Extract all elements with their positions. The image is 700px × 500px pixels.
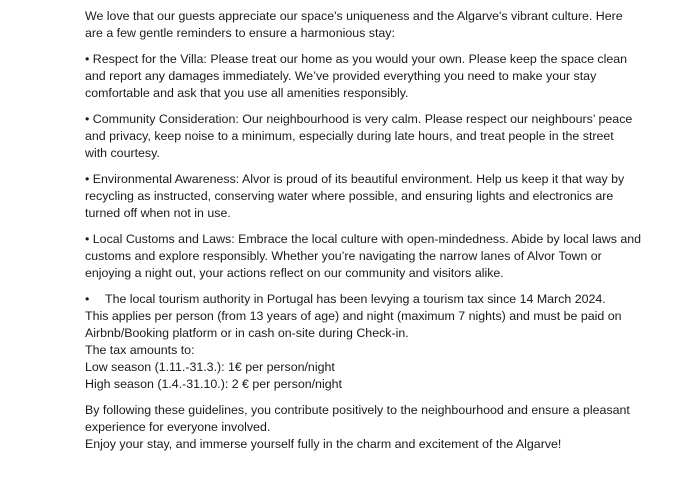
closing-line: By following these guidelines, you contribute positively to the neighbourhood and ensure a pleasant (85, 403, 630, 417)
intro-line: We love that our guests appreciate our space's uniqueness and the Algarve's vibrant culture. Here (85, 9, 623, 23)
high-season-rate: High season (1.4.-31.10.): 2 € per person/night (85, 377, 342, 391)
rule-line: • Respect for the Villa: Please treat our home as you would your own. Please keep the space clean (85, 52, 628, 66)
rule-line: and report any damages immediately. We’ve provided everything you need to make your stay (85, 69, 597, 83)
house-rules-document (85, 8, 645, 453)
rule-line: • Community Consideration: Our neighbourhood is very calm. Please respect our neighbours’ peace (85, 112, 633, 126)
intro-line: are a few gentle reminders to ensure a harmonious stay: (85, 26, 395, 40)
rule-line: comfortable and ask that you use all amenities responsibly. (85, 86, 409, 100)
tourism-tax-intro: The local tourism authority in Portugal has been levying a tourism tax since 14 March 2024. (105, 292, 606, 306)
closing-line: Enjoy your stay, and immerse yourself fully in the charm and excitement of the Algarve! (85, 437, 562, 451)
tourism-tax-line: This applies per person (from 13 years of age) and night (maximum 7 nights) and must be paid on (85, 309, 622, 323)
rule-respect-villa (85, 51, 645, 102)
low-season-rate: Low season (1.11.-31.3.): 1€ per person/night (85, 360, 335, 374)
tourism-tax-line: The tax amounts to: (85, 343, 195, 357)
rule-line: recycling as instructed, conserving water where possible, and ensuring lights and electronics are (85, 189, 614, 203)
rule-line: enjoying a night out, your actions reflect on our community and visitors alike. (85, 266, 504, 280)
rule-line: and privacy, keep noise to a minimum, especially during late hours, and treat people in the street (85, 129, 614, 143)
closing-paragraph (85, 402, 645, 453)
rule-line: • Environmental Awareness: Alvor is proud of its beautiful environment. Help us keep it that way by (85, 172, 625, 186)
tourism-tax-section (85, 291, 645, 393)
rule-line: customs and explore responsibly. Whether you’re navigating the narrow lanes of Alvor Town or (85, 249, 602, 263)
rule-environmental-awareness (85, 171, 645, 222)
tourism-tax-line: Airbnb/Booking platform or in cash on-site during Check-in. (85, 326, 409, 340)
rule-community-consideration (85, 111, 645, 162)
rule-line: with courtesy. (85, 146, 160, 160)
rule-line: • Local Customs and Laws: Embrace the local culture with open-mindedness. Abide by local laws and (85, 232, 642, 246)
tourism-tax-first-line (85, 291, 645, 308)
rule-local-customs (85, 231, 645, 282)
intro-paragraph (85, 8, 645, 42)
bullet-icon: • (85, 292, 90, 306)
rule-line: turned off when not in use. (85, 206, 231, 220)
closing-line: experience for everyone involved. (85, 420, 271, 434)
